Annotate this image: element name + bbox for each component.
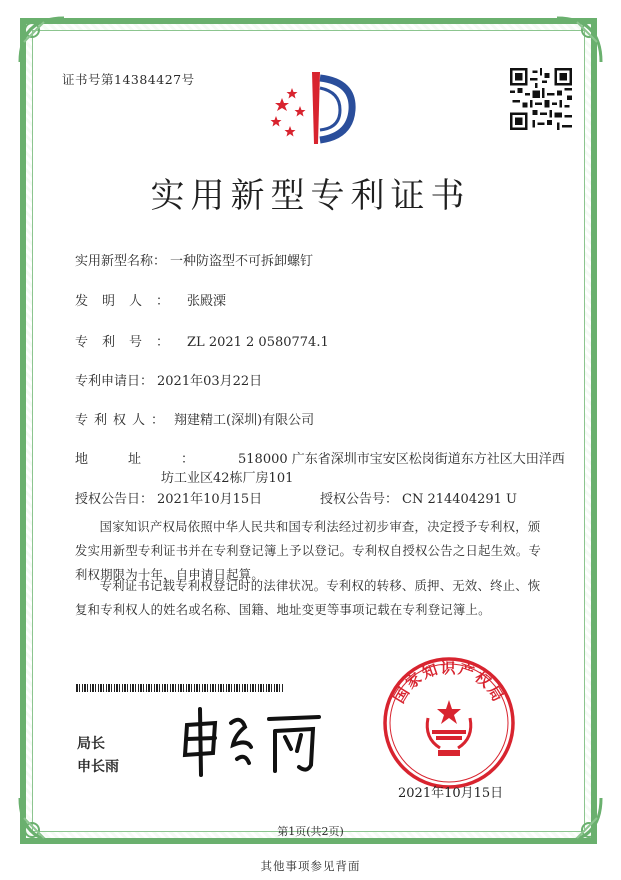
field-value: 翔建精工(深圳)有限公司 [174,413,315,428]
field-utility-model-name [75,250,313,269]
barcode [76,684,286,692]
field-value: 2021年10月15日 [157,492,263,507]
field-address-line2 [161,467,293,486]
field-grant-number [320,488,517,507]
official-seal [380,654,518,792]
field-address [75,448,565,467]
field-label: 专利申请日： [75,374,154,389]
field-value: 518000 广东省深圳市宝安区松岗街道东方社区大田洋西 [238,452,565,467]
field-label: 专利权人： [75,413,171,428]
corner-ornament [14,12,70,68]
field-label: 实用新型名称： [75,254,167,269]
grant-statement: 国家知识产权局依照中华人民共和国专利法经过初步审查，决定授予专利权，颁发实用新型专利证书并在专利登记簿上予以登记。专利权自授权公告之日起生效。专利权期限为十年，自申请日起算。 [75,520,542,582]
qr-code [510,68,572,130]
legal-status-statement: 专利证书记载专利权登记时的法律状况。专利权的转移、质押、无效、终止、恢复和专利权人的姓名或名称、国籍、地址变更等事项记载在专利登记簿上。 [75,579,541,617]
field-value: 张殿溧 [187,294,227,309]
field-inventor [75,290,226,309]
corner-ornament [551,792,607,848]
field-value: 坊工业区42栋厂房101 [161,471,294,486]
corner-ornament [14,792,70,848]
director-signature [175,705,325,777]
field-label: 授权公告号： [320,492,399,507]
field-label: 发明人： [75,294,184,309]
director-block [77,733,119,779]
director-title: 局长 [77,736,105,752]
page-number: 第1页(共2页) [277,825,344,838]
field-value: ZL 2021 2 0580774.1 [187,335,329,350]
certificate-number: 证书号第14384427号 [62,72,195,87]
svg-text:国家知识产权局: 国家知识产权局 [389,658,509,707]
field-value: CN 214404291 U [402,492,517,507]
field-grant-date [75,488,262,507]
field-patentee [75,409,314,428]
field-patent-number [75,331,329,350]
field-value: 一种防盗型不可拆卸螺钉 [170,254,314,269]
field-label: 地址： [75,452,235,467]
field-label: 授权公告日： [75,492,154,507]
page-title: 实用新型专利证书 [150,176,471,216]
field-value: 2021年03月22日 [157,374,263,389]
field-filing-date [75,370,262,389]
seal-date: 2021年10月15日 [398,786,504,801]
footer-note: 其他事项参见背面 [260,859,361,873]
corner-ornament [551,12,607,68]
director-name: 申长雨 [77,759,119,775]
field-label: 专利号： [75,335,184,350]
cnipa-logo-icon [268,66,358,148]
